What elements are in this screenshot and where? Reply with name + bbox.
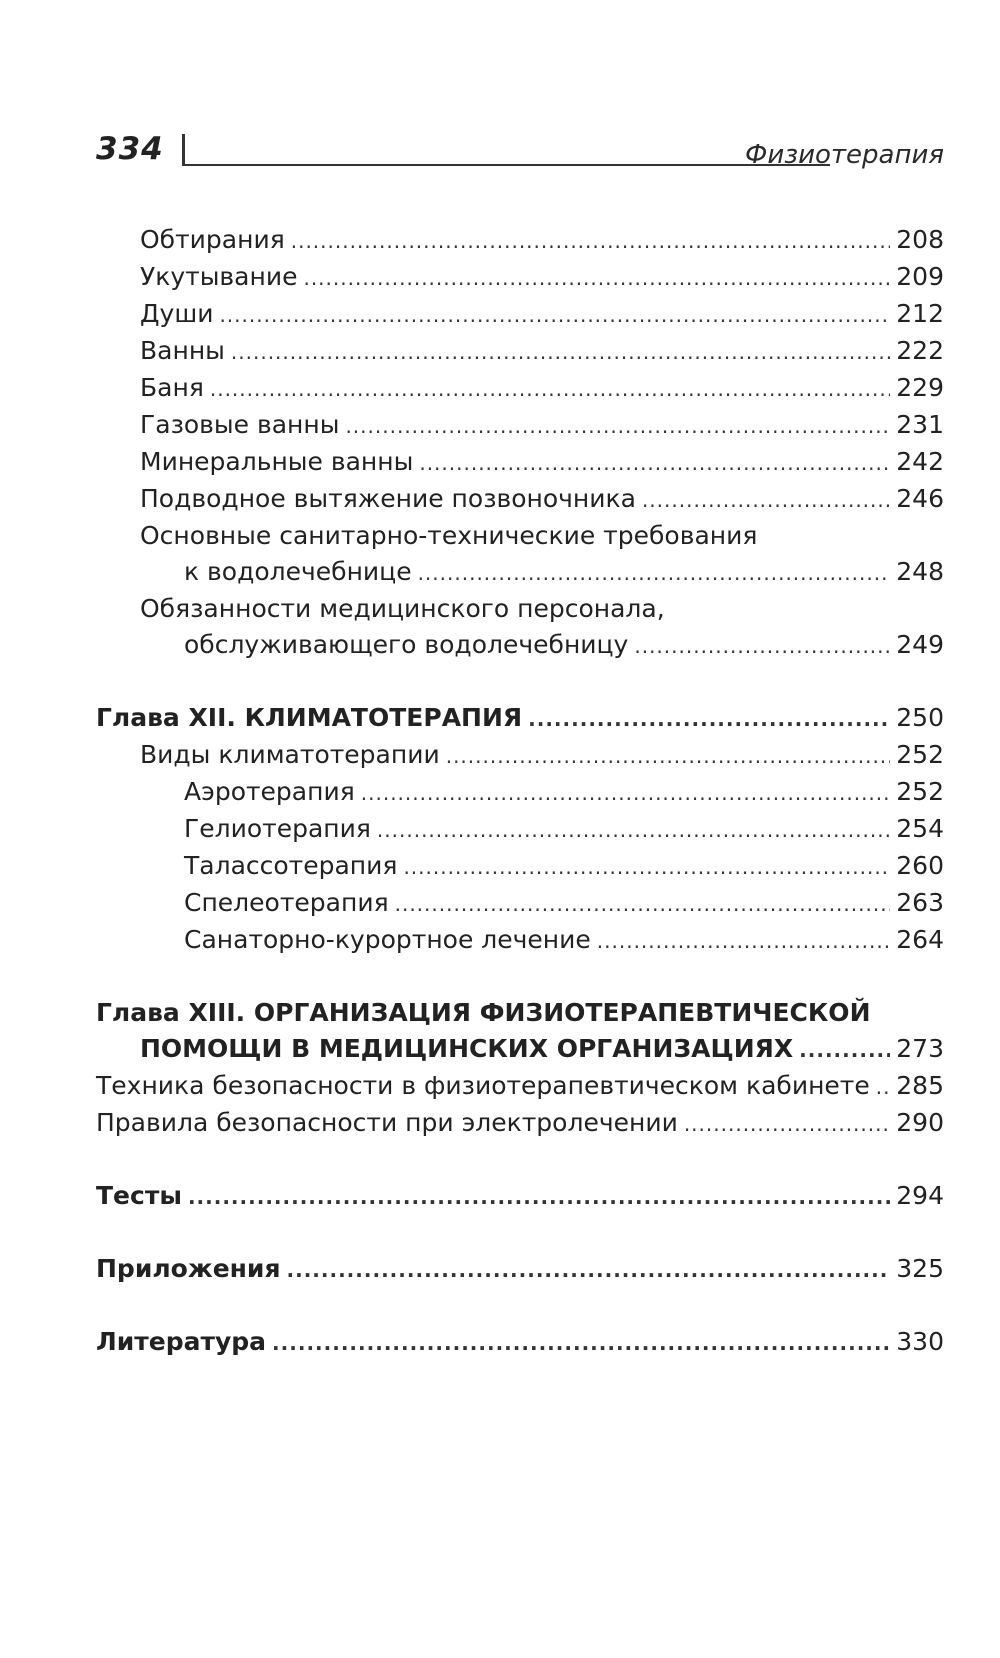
toc-entry[interactable] [96,444,944,481]
page-number: 334 [96,131,164,167]
toc-entry-page: 212 [896,299,944,328]
toc-subentry[interactable] [96,848,944,885]
spacer [96,1215,944,1251]
dot-leader [231,334,890,370]
dot-leader [345,408,890,444]
toc-entry-page: 209 [896,262,944,291]
toc-entry-title: Обтирания [140,225,285,254]
toc-subentry[interactable] [96,774,944,811]
dot-leader [446,738,891,774]
dot-leader [528,701,890,737]
toc-entry[interactable] [96,737,944,774]
spacer [96,1288,944,1324]
dot-leader [219,297,890,333]
dot-leader [634,628,890,664]
toc-entry[interactable] [96,1068,944,1105]
toc-entry-page: 252 [896,740,944,769]
toc-entry-page: 290 [896,1108,944,1137]
toc-entry-title: Виды климатотерапии [140,740,440,769]
chapter-page: 325 [896,1254,944,1283]
toc-entry-page: 249 [896,630,944,659]
toc-entry[interactable] [96,554,944,591]
toc-subentry[interactable] [96,811,944,848]
dot-leader [799,1032,890,1068]
dot-leader [418,555,891,591]
toc-entry-title: Укутывание [140,262,298,291]
toc-entry-page: 231 [896,410,944,439]
spacer [96,1142,944,1178]
toc-entry[interactable] [96,296,944,333]
dot-leader [291,223,891,259]
toc-entry-title-line1: Основные санитарно-технические требования [140,521,758,550]
dot-leader [642,482,890,518]
dot-leader [303,260,890,296]
toc-entry[interactable] [96,627,944,664]
spacer [96,959,944,995]
dot-leader [188,1179,890,1215]
toc-entry-page: 229 [896,373,944,402]
toc-chapter[interactable] [96,1324,944,1361]
chapter-title: Глава XII. КЛИМАТОТЕРАПИЯ [96,703,523,732]
toc-entry-title: Подводное вытяжение позвоночника [140,484,636,513]
chapter-page: 330 [896,1327,944,1356]
dot-leader [403,849,890,885]
chapter-page: 273 [896,1034,944,1063]
toc-subentry[interactable] [96,922,944,959]
toc-entry-title: Баня [140,373,204,402]
toc-entry-title: Души [140,299,214,328]
dot-leader [210,371,890,407]
toc-entry-page: 248 [896,557,944,586]
chapter-title: Тесты [96,1181,182,1210]
toc-chapter[interactable] [96,700,944,737]
toc-entry-page: 264 [896,925,944,954]
toc-entry-page: 246 [896,484,944,513]
dot-leader [395,886,891,922]
toc-entry-title-line2: обслуживающего водолечебницу [184,630,629,659]
toc-entry-title: Санаторно-курортное лечение [184,925,591,954]
toc-entry-title-line2: к водолечебнице [184,557,412,586]
page-header [96,132,944,172]
toc-entry-title: Гелиотерапия [184,814,371,843]
toc-entry-title: Минеральные ванны [140,447,414,476]
toc-entry-title: Спелеотерапия [184,888,389,917]
toc-entry-page: 285 [896,1071,944,1100]
toc-entry[interactable] [96,370,944,407]
toc-entry-page: 242 [896,447,944,476]
toc-entry-title: Аэротерапия [184,777,355,806]
chapter-title: Литература [96,1327,267,1356]
toc-entry-title-line1: Обязанности медицинского персонала, [140,594,665,623]
chapter-title-line1: Глава XIII. ОРГАНИЗАЦИЯ ФИЗИОТЕРАПЕВТИЧЕСКОЙ [96,998,871,1027]
toc-entry-page: 208 [896,225,944,254]
toc-entry-title: Газовые ванны [140,410,340,439]
header-rule-vertical [182,134,185,166]
toc-entry-page: 260 [896,851,944,880]
toc-entry-title: Ванны [140,336,225,365]
running-title: Физиотерапия [744,140,944,170]
chapter-page: 250 [896,703,944,732]
toc-entry-title: Талассотерапия [184,851,398,880]
dot-leader [361,775,891,811]
toc-entry[interactable] [96,222,944,259]
toc-entry-title: Техника безопасности в физиотерапевтическом кабинете [96,1071,870,1100]
dot-leader [287,1252,891,1288]
header-rule-horizontal [182,164,830,166]
spacer [96,664,944,700]
toc-chapter[interactable] [96,1251,944,1288]
dot-leader [377,812,890,848]
chapter-title-line2: ПОМОЩИ В МЕДИЦИНСКИХ ОРГАНИЗАЦИЯХ [140,1034,794,1063]
toc-entry-page: 252 [896,777,944,806]
dot-leader [272,1325,890,1361]
toc-chapter[interactable] [96,1178,944,1215]
toc-entry-title: Правила безопасности при электролечении [96,1108,678,1137]
chapter-title: Приложения [96,1254,281,1283]
toc-entry[interactable] [96,259,944,296]
toc-entry[interactable] [96,333,944,370]
toc-entry[interactable] [96,1105,944,1142]
chapter-page: 294 [896,1181,944,1210]
toc-subentry[interactable] [96,885,944,922]
dot-leader [597,923,891,959]
toc-entry[interactable] [96,481,944,518]
toc-entry[interactable] [96,407,944,444]
toc-chapter[interactable] [96,1031,944,1068]
table-of-contents [96,222,944,1361]
toc-entry-page: 263 [896,888,944,917]
dot-leader [684,1106,890,1142]
toc-entry-page: 222 [896,336,944,365]
dot-leader [876,1069,891,1105]
toc-entry-page: 254 [896,814,944,843]
dot-leader [419,445,890,481]
